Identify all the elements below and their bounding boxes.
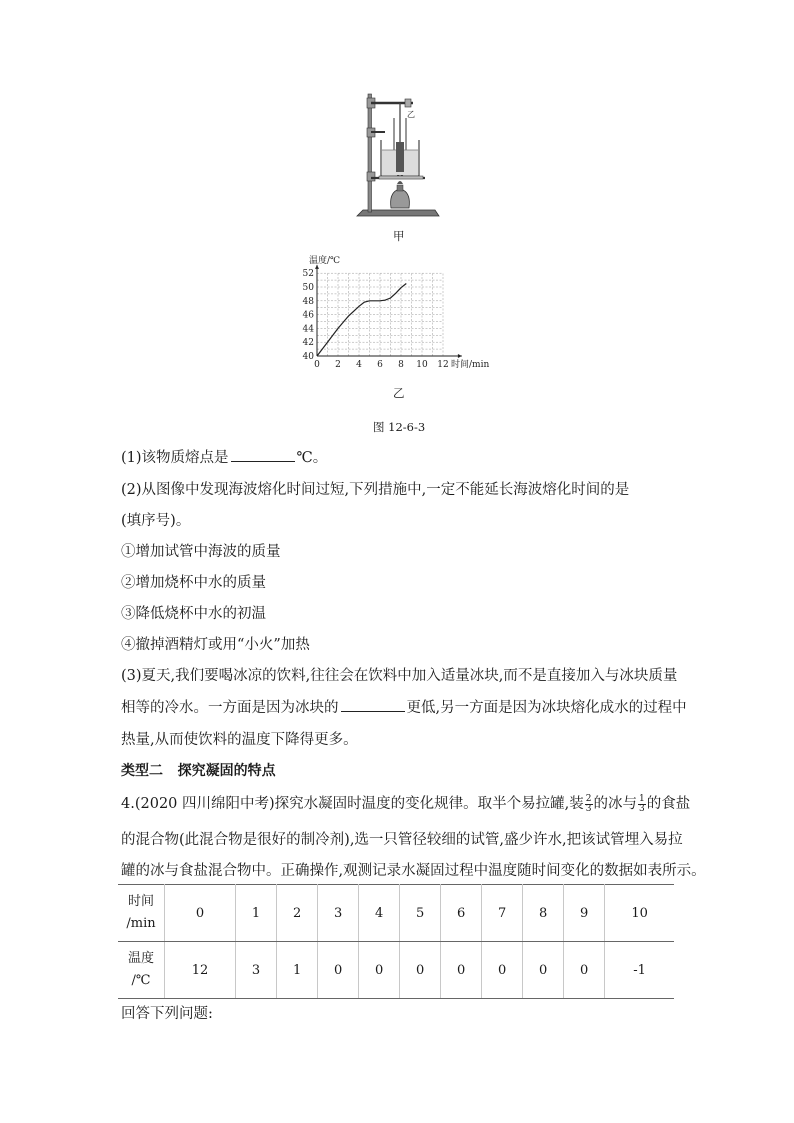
- temp-cell: 1: [277, 942, 318, 999]
- x-axis-arrow: [458, 354, 462, 358]
- question-3-line-1: (3)夏天,我们要喝冰凉的饮料,往往会在饮料中加入适量冰块,而不是直接加入与冰块质量: [121, 668, 678, 684]
- x-tick-label: 8: [398, 360, 404, 370]
- q1-unit: ℃。: [296, 450, 328, 466]
- time-cell: 9: [564, 885, 605, 942]
- temperature-time-chart: [296, 254, 496, 374]
- time-cell: 4: [359, 885, 400, 942]
- apparatus-illustration: [355, 90, 440, 222]
- figure-label-yi: 乙: [393, 386, 405, 400]
- answer-blank-2[interactable]: [341, 697, 405, 712]
- time-cell: 0: [165, 885, 236, 942]
- time-cell: 10: [605, 885, 674, 942]
- time-cell: 5: [400, 885, 441, 942]
- temp-cell: -1: [605, 942, 674, 999]
- option-1: ①增加试管中海波的质量: [121, 544, 281, 560]
- answer-prompt: 回答下列问题:: [121, 1006, 213, 1022]
- x-tick-label: 6: [377, 360, 383, 370]
- question-2-line-1: (2)从图像中发现海波熔化时间过短,下列措施中,一定不能延长海波熔化时间的是: [121, 482, 630, 498]
- time-cell: 8: [523, 885, 564, 942]
- figure-caption: 图 12-6-3: [373, 420, 426, 434]
- problem-4-line-3: 罐的冰与食盐混合物中。正确操作,观测记录水凝固过程中温度随时间变化的数据如表所示。: [121, 863, 706, 879]
- problem-4-line-2: 的混合物(此混合物是很好的制冷剂),选一只管径较细的试管,盛少许水,把该试管埋入易拉: [121, 832, 683, 848]
- chart-axes: [315, 265, 462, 358]
- temp-cell: 12: [165, 942, 236, 999]
- time-cell: 6: [441, 885, 482, 942]
- table-header-temperature: 温度 /℃: [118, 942, 165, 999]
- time-cell: 1: [236, 885, 277, 942]
- y-tick-label: 40: [302, 352, 314, 362]
- table-row-time: [118, 885, 674, 942]
- temp-cell: 0: [318, 942, 359, 999]
- section-2-title: 类型二 探究凝固的特点: [121, 763, 276, 779]
- y-tick-label: 52: [302, 269, 314, 280]
- chart-x-label: 时间/min: [451, 360, 490, 370]
- chart-y-label: 温度/℃: [309, 256, 341, 266]
- y-tick-label: 46: [302, 310, 314, 321]
- x-tick-label: 10: [416, 360, 428, 370]
- chart-grid: [317, 273, 443, 356]
- y-tick-label: 50: [302, 283, 314, 293]
- question-1: [121, 446, 327, 467]
- q1-text: (1)该物质熔点是: [121, 450, 229, 466]
- option-4: ④撤掉酒精灯或用“小火”加热: [121, 637, 310, 653]
- temp-cell: 0: [400, 942, 441, 999]
- temperature-curve: [317, 284, 406, 357]
- temp-cell: 0: [482, 942, 523, 999]
- fraction-two-thirds: $\frac{2}{3}$: [585, 793, 592, 814]
- y-tick-label: 44: [302, 324, 314, 335]
- question-3-line-3: 热量,从而使饮料的温度下降得更多。: [121, 732, 358, 748]
- x-tick-label: 2: [335, 360, 341, 370]
- time-cell: 3: [318, 885, 359, 942]
- temp-cell: 0: [564, 942, 605, 999]
- y-tick-label: 48: [302, 296, 314, 307]
- x-tick-label: 0: [314, 360, 320, 370]
- chart-ticks: [303, 269, 449, 370]
- freezing-data-table: [118, 884, 674, 999]
- figure-label-jia: 甲: [393, 229, 405, 243]
- temp-cell: 0: [359, 942, 400, 999]
- svg-text:乙: 乙: [407, 110, 415, 119]
- fraction-one-third: $\frac{1}{3}$: [639, 793, 645, 814]
- table-row-temperature: [118, 942, 674, 999]
- temp-cell: 0: [523, 942, 564, 999]
- x-tick-label: 12: [437, 360, 449, 370]
- question-3-line-2: 相等的冷水。一方面是因为冰块的 更低,另一方面是因为冰块熔化成水的过程中: [121, 696, 687, 717]
- question-2-line-2: (填序号)。: [121, 513, 191, 529]
- time-cell: 2: [277, 885, 318, 942]
- y-tick-label: 42: [302, 338, 314, 349]
- problem-4-line-1: 4.(2020 四川绵阳中考)探究水凝固时温度的变化规律。取半个易拉罐,装 $\frac{2}{3}$ 的冰与 $\frac{1}{3}$ 的食盐: [121, 793, 691, 814]
- time-cell: 7: [482, 885, 523, 942]
- x-tick-label: 4: [356, 360, 362, 370]
- temp-cell: 3: [236, 942, 277, 999]
- table-header-time: 时间 /min: [118, 885, 165, 942]
- answer-blank-1[interactable]: [231, 447, 295, 462]
- temp-cell: 0: [441, 942, 482, 999]
- option-3: ③降低烧杯中水的初温: [121, 606, 266, 622]
- option-2: ②增加烧杯中水的质量: [121, 575, 266, 591]
